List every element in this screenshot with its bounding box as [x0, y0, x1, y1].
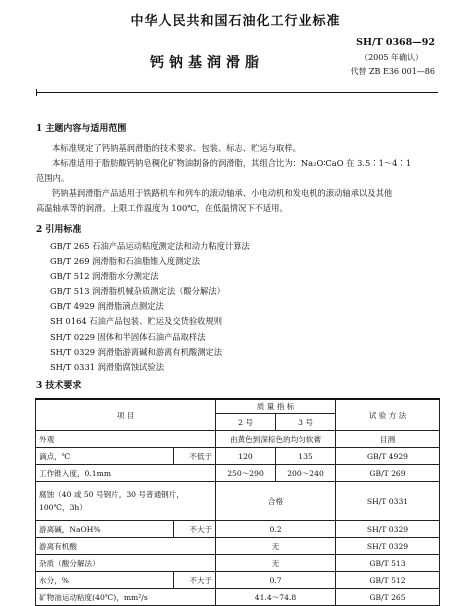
row-method: GB/T 512: [336, 572, 440, 589]
row-item: 滴点，℃: [36, 448, 174, 465]
row-method: SH/T 0331: [336, 482, 440, 521]
row-item: 杂质（酸分解法）: [36, 555, 216, 572]
replaces-standard: 代替 ZB E36 001—86: [350, 67, 435, 76]
reference-item: GB/T 265 石油产品运动粘度测定法和动力粘度计算法: [50, 241, 250, 251]
standard-number: SH/T 0368—92: [356, 37, 435, 48]
confirmed-year: （2005 年确认）: [360, 53, 423, 62]
section-1-paragraph-1: 本标准规定了钙钠基润滑脂的技术要求、包装、标志、贮运与取样。: [52, 143, 301, 153]
row-item: 腐蚀（40 或 50 号钢片，30 号普通钢片，100℃，3h）: [36, 482, 216, 521]
table-row: [36, 572, 440, 589]
reference-item: SH/T 0329 润滑脂游离碱和游离有机酸测定法: [50, 346, 223, 357]
row-item: 游离碱，NaOH%: [36, 521, 174, 538]
reference-item: GB/T 4929 润滑脂滴点测定法: [50, 301, 164, 312]
table-row: [36, 521, 440, 538]
table-row: [36, 589, 440, 606]
header-grade-2: 2 号: [216, 414, 276, 431]
table-row: [36, 448, 440, 465]
row-grade-value: 无: [216, 555, 336, 572]
row-grade-3: 200～240: [276, 465, 336, 482]
section-1-paragraph-2-line-2: 范围内。: [36, 173, 70, 183]
section-1-paragraph-2-line-1: 本标准适用于脂肪酸钙钠皂稠化矿物油制备的润滑脂，其组合比为：Na₂O∶CaO 在 3.5∶1～4∶1: [52, 158, 411, 168]
reference-item: GB/T 513 润滑脂机械杂质测定法（酸分解法）: [50, 286, 225, 297]
header-grade-3: 3 号: [276, 414, 336, 431]
section-2-heading: 2 引用标准: [36, 225, 82, 235]
document-title: 钙钠基润滑脂: [150, 55, 264, 71]
reference-list: [50, 239, 250, 375]
row-grade-value: 0.2: [216, 521, 336, 538]
row-item: 水分，%: [36, 572, 174, 589]
row-grade-2: 120: [216, 448, 276, 465]
row-item: 游离有机酸: [36, 538, 216, 555]
row-item: 工作锥入度，0.1mm: [36, 465, 216, 482]
table-row: [36, 538, 440, 555]
header-rule-tick: [36, 89, 37, 96]
reference-item: GB/T 269 润滑脂和石油脂锥入度测定法: [50, 256, 201, 267]
row-grade-2: 250～290: [216, 465, 276, 482]
row-method: GB/T 265: [336, 589, 440, 606]
header-rule: [36, 92, 438, 93]
header-quality-index: 质 量 指 标: [216, 399, 336, 414]
row-method: GB/T 513: [336, 555, 440, 572]
section-1-paragraph-3-line-1: 钙钠基润滑脂产品适用于铁路机车和列车的滚动轴承、小电动机和发电机的滚动轴承以及其他: [52, 188, 393, 198]
row-note: 不大于: [174, 572, 216, 589]
row-grade-value: 无: [216, 538, 336, 555]
spec-table: [35, 398, 440, 606]
table-row: [36, 555, 440, 572]
row-note: 不低于: [174, 448, 216, 465]
row-method: SH/T 0329: [336, 521, 440, 538]
row-method: 目测: [336, 431, 440, 448]
row-grade-3: 135: [276, 448, 336, 465]
standard-title: 中华人民共和国石油化工行业标准: [130, 14, 341, 29]
reference-item: SH 0164 石油产品包装、贮运及交货验收规则: [50, 316, 223, 327]
table-row: [36, 465, 440, 482]
reference-item: SH/T 0331 润滑脂腐蚀试验法: [50, 361, 165, 372]
header-test-method: 试 验 方 法: [336, 399, 440, 431]
reference-item: SH/T 0229 固体和半固体石油产品取样法: [50, 331, 206, 342]
header-item: 项 目: [36, 399, 216, 431]
section-3-heading: 3 技术要求: [36, 381, 82, 391]
section-1-paragraph-3-line-2: 高温轴承等的润滑。上限工作温度为 100℃，在低温情况下不适用。: [36, 203, 288, 213]
row-method: GB/T 4929: [336, 448, 440, 465]
reference-item: GB/T 512 润滑脂水分测定法: [50, 271, 159, 282]
table-row: [36, 431, 440, 448]
row-grade-value: 41.4～74.8: [216, 589, 336, 606]
row-method: SH/T 0329: [336, 538, 440, 555]
row-method: GB/T 269: [336, 465, 440, 482]
row-grade-value: 0.7: [216, 572, 336, 589]
section-1-heading: 1 主题内容与适用范围: [36, 124, 127, 134]
row-grade-value: 合格: [216, 482, 336, 521]
row-item: 矿物油运动粘度(40℃)，mm²/s: [36, 589, 216, 606]
row-grade-value: 由黄色到深棕色的均匀软膏: [216, 431, 336, 448]
table-row: [36, 482, 440, 521]
table-header-row: [36, 399, 440, 414]
row-item: 外观: [36, 431, 216, 448]
row-note: 不大于: [174, 521, 216, 538]
